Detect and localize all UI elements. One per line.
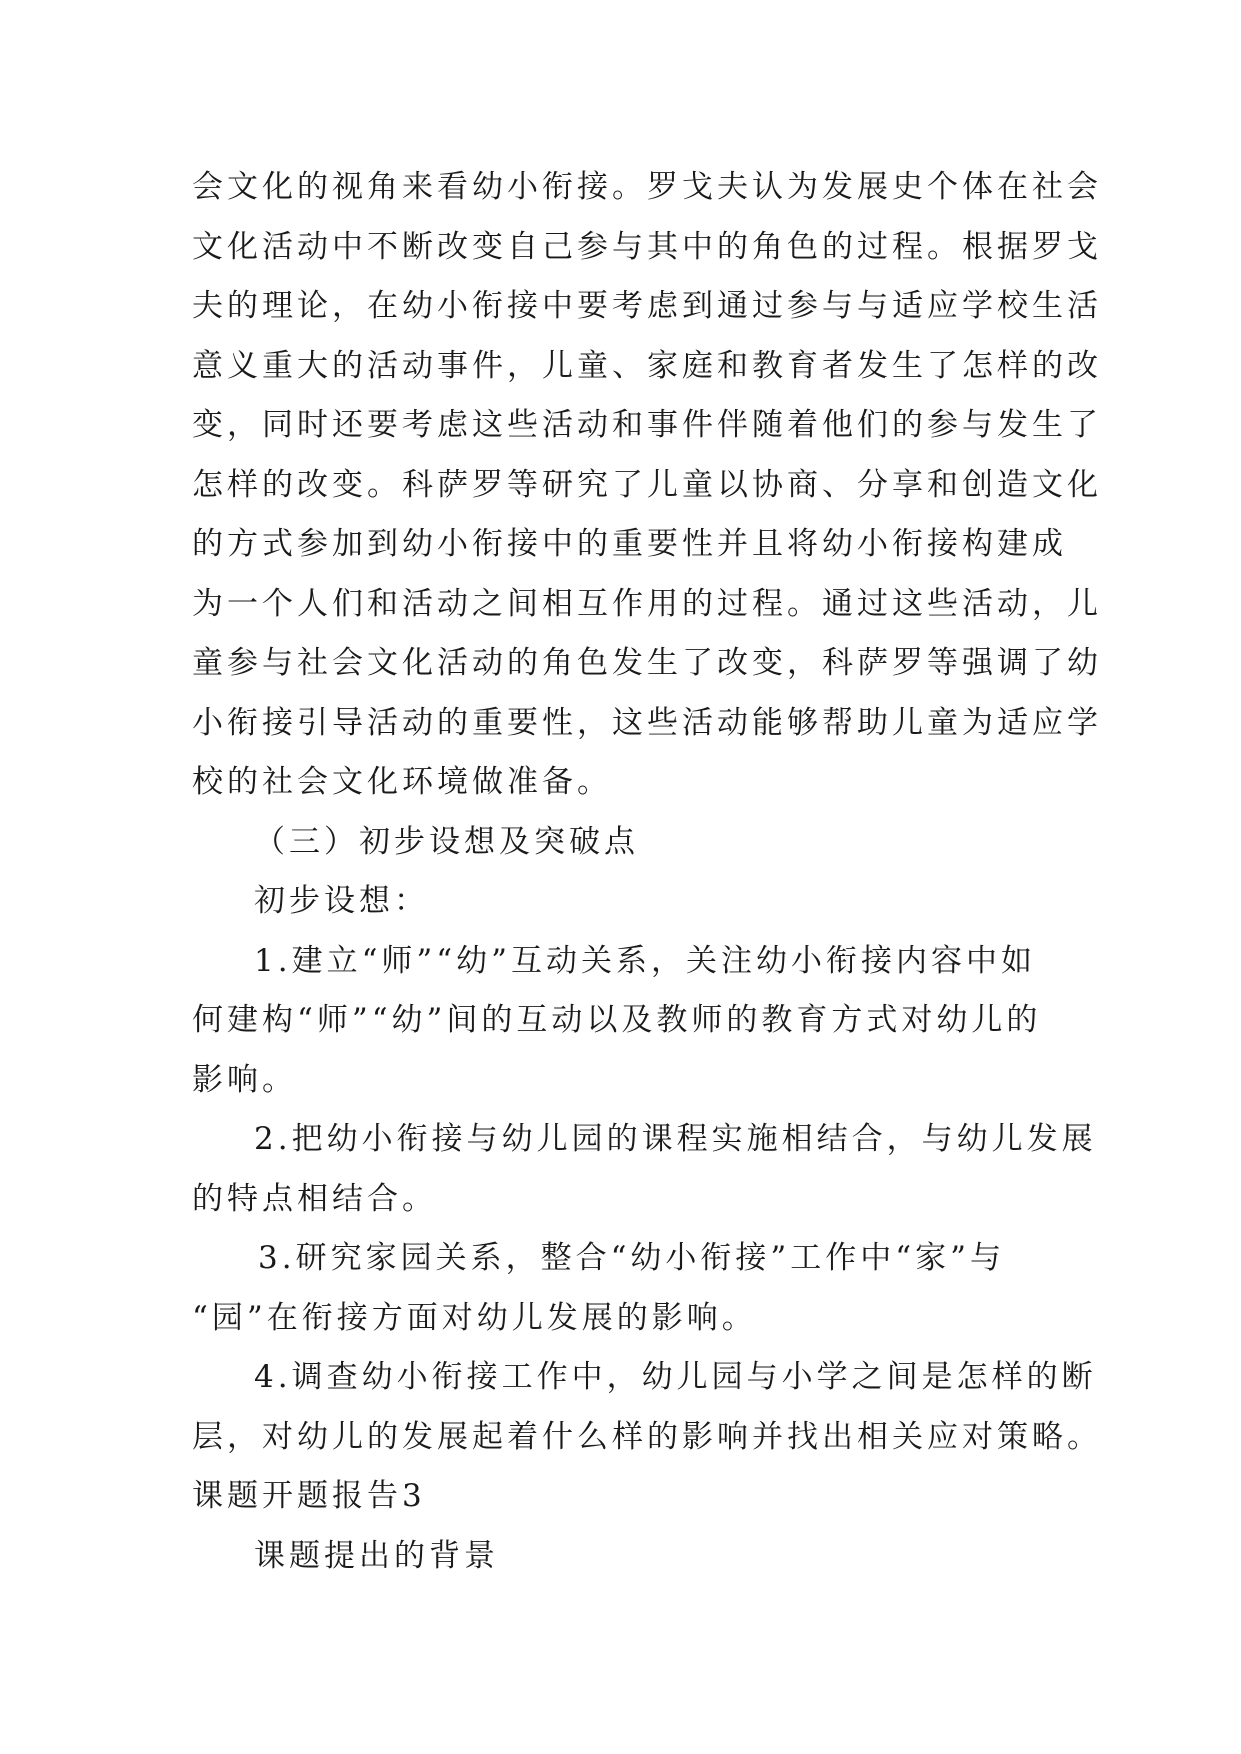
text-line: 变，同时还要考虑这些活动和事件伴随着他们的参与发生了 [192, 407, 1102, 443]
background-heading: 课题提出的背景 [254, 1537, 499, 1574]
subsection-heading: 初步设想： [254, 883, 429, 919]
text-line: 为一个人们和活动之间相互作用的过程。通过这些活动，儿 [192, 585, 1102, 622]
text-line: 会文化的视角来看幼小衔接。罗戈夫认为发展史个体在社会 [192, 169, 1102, 205]
list-item-4-line-2: 层，对幼儿的发展起着什么样的影响并找出相关应对策略。 [192, 1418, 1102, 1455]
text-line: 怎样的改变。科萨罗等研究了儿童以协商、分享和创造文化 [192, 466, 1102, 503]
text-line: 文化活动中不断改变自己参与其中的角色的过程。根据罗戈 [192, 228, 1102, 265]
text-line: 意义重大的活动事件，儿童、家庭和教育者发生了怎样的改 [192, 347, 1102, 384]
text-line: 校的社会文化环境做准备。 [192, 764, 612, 800]
text-line: 小衔接引导活动的重要性，这些活动能够帮助儿童为适应学 [192, 704, 1102, 741]
list-item-3-line-2: “园”在衔接方面对幼儿发展的影响。 [192, 1299, 757, 1336]
list-item-1-line-3: 影响。 [192, 1061, 297, 1098]
text-line: 童参与社会文化活动的角色发生了改变，科萨罗等强调了幼 [192, 645, 1102, 681]
list-item-4-line-1: 4.调查幼小衔接工作中，幼儿园与小学之间是怎样的断 [254, 1359, 1097, 1395]
list-item-2-line-1: 2.把幼小衔接与幼儿园的课程实施相结合，与幼儿发展 [254, 1121, 1097, 1157]
list-item-2-line-2: 的特点相结合。 [192, 1180, 437, 1217]
report-title: 课题开题报告3 [192, 1478, 426, 1514]
section-heading: （三）初步设想及突破点 [254, 823, 639, 860]
list-item-1-line-1: 1.建立“师”“幼”互动关系，关注幼小衔接内容中如 [254, 942, 1036, 979]
document-body [192, 158, 1102, 1586]
list-item-3-line-1: 3.研究家园关系，整合“幼小衔接”工作中“家”与 [258, 1240, 1005, 1276]
list-item-1-line-2: 何建构“师”“幼”间的互动以及教师的教育方式对幼儿的 [192, 1002, 1042, 1038]
text-line: 夫的理论，在幼小衔接中要考虑到通过参与与适应学校生活 [192, 288, 1102, 324]
text-line: 的方式参加到幼小衔接中的重要性并且将幼小衔接构建成 [192, 526, 1067, 562]
